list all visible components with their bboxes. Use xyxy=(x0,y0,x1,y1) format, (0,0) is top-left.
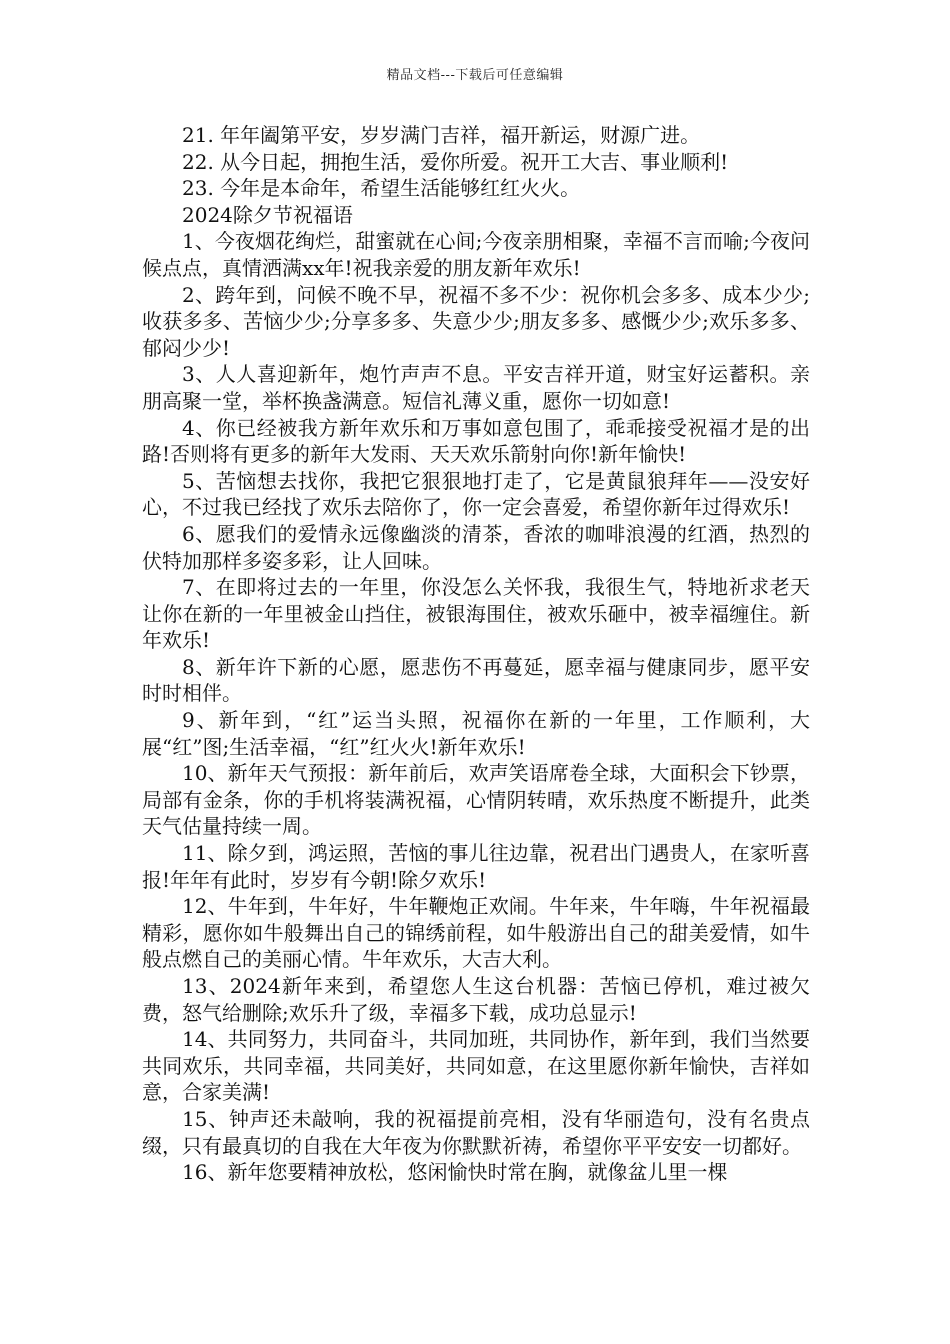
paragraph: 10、新年天气预报：新年前后，欢声笑语席卷全球，大面积会下钞票，局部有金条，你的手机将装满祝福，心情阴转晴，欢乐热度不断提升，此类天气估量持续一周。 xyxy=(142,761,810,839)
paragraph: 16、新年您要精神放松，悠闲愉快时常在胸，就像盆儿里一棵 xyxy=(182,1160,728,1185)
document-body xyxy=(142,122,810,1186)
paragraph: 8、新年许下新的心愿，愿悲伤不再蔓延，愿幸福与健康同步，愿平安时时相伴。 xyxy=(142,654,810,706)
paragraph: 3、人人喜迎新年，炮竹声声不息。平安吉祥开道，财宝好运蓄积。亲朋高聚一堂，举杯换盏满意。短信礼薄义重，愿你一切如意! xyxy=(142,362,810,413)
paragraph: 6、愿我们的爱情永远像幽淡的清茶，香浓的咖啡浪漫的红酒，热烈的伏特加那样多姿多彩，让人回味。 xyxy=(142,521,810,573)
paragraph: 13、2024新年来到，希望您人生这台机器：苦恼已停机，难过被欠费，怒气给删除;欢乐升了级，幸福多下载，成功总显示! xyxy=(142,974,810,1025)
paragraph: 1、今夜烟花绚烂，甜蜜就在心间;今夜亲朋相聚，幸福不言而喻;今夜问候点点，真情洒满xx年!祝我亲爱的朋友新年欢乐! xyxy=(142,229,810,280)
paragraph: 14、共同努力，共同奋斗，共同加班，共同协作，新年到，我们当然要共同欢乐，共同幸福，共同美好，共同如意，在这里愿你新年愉快，吉祥如意，合家美满! xyxy=(142,1027,810,1105)
paragraph: 4、你已经被我方新年欢乐和万事如意包围了，乖乖接受祝福才是的出路!否则将有更多的新年大发雨、天天欢乐箭射向你!新年愉快! xyxy=(142,415,810,467)
paragraph: 9、新年到，“红”运当头照，祝福你在新的一年里，工作顺利，大展“红”图;生活幸福，“红”红火火!新年欢乐! xyxy=(142,708,810,759)
paragraph: 5、苦恼想去找你，我把它狠狠地打走了，它是黄鼠狼拜年——没安好心，不过我已经找了欢乐去陪你了，你一定会喜爱，希望你新年过得欢乐! xyxy=(142,468,810,520)
text-line: 23. 今年是本命年，希望生活能够红红火火。 xyxy=(182,176,581,201)
paragraph: 2、跨年到，问候不晚不早，祝福不多不少：祝你机会多多、成本少少;收获多多、苦恼少少;分享多多、失意少少;朋友多多、感慨少少;欢乐多多、郁闷少少! xyxy=(142,282,810,360)
paragraph: 11、除夕到，鸿运照，苦恼的事儿往边靠，祝君出门遇贵人，在家听喜报!年年有此时，岁岁有今朝!除夕欢乐! xyxy=(142,841,810,892)
section-heading: 2024除夕节祝福语 xyxy=(182,202,353,227)
paragraph: 12、牛年到，牛年好，牛年鞭炮正欢闹。牛年来，牛年嗨，牛年祝福最精彩，愿你如牛般舞出自己的锦绣前程，如牛般游出自己的甜美爱情，如牛般点燃自己的美丽心情。牛年欢乐，大吉大利。 xyxy=(142,894,810,972)
text-line: 21. 年年阖第平安，岁岁满门吉祥，福开新运，财源广进。 xyxy=(182,123,701,147)
text-line: 22. 从今日起，拥抱生活，爱你所爱。祝开工大吉、事业顺利! xyxy=(182,149,729,174)
paragraph: 7、在即将过去的一年里，你没怎么关怀我，我很生气，特地祈求老天让你在新的一年里被金山挡住，被银海围住，被欢乐砸中，被幸福缠住。新年欢乐! xyxy=(142,575,810,653)
paragraph: 15、钟声还未敲响，我的祝福提前亮相，没有华丽造句，没有名贵点缀，只有最真切的自我在大年夜为你默默祈祷，希望你平平安安一切都好。 xyxy=(142,1106,810,1158)
page-header: 精品文档---下载后可任意编辑 xyxy=(386,68,564,83)
